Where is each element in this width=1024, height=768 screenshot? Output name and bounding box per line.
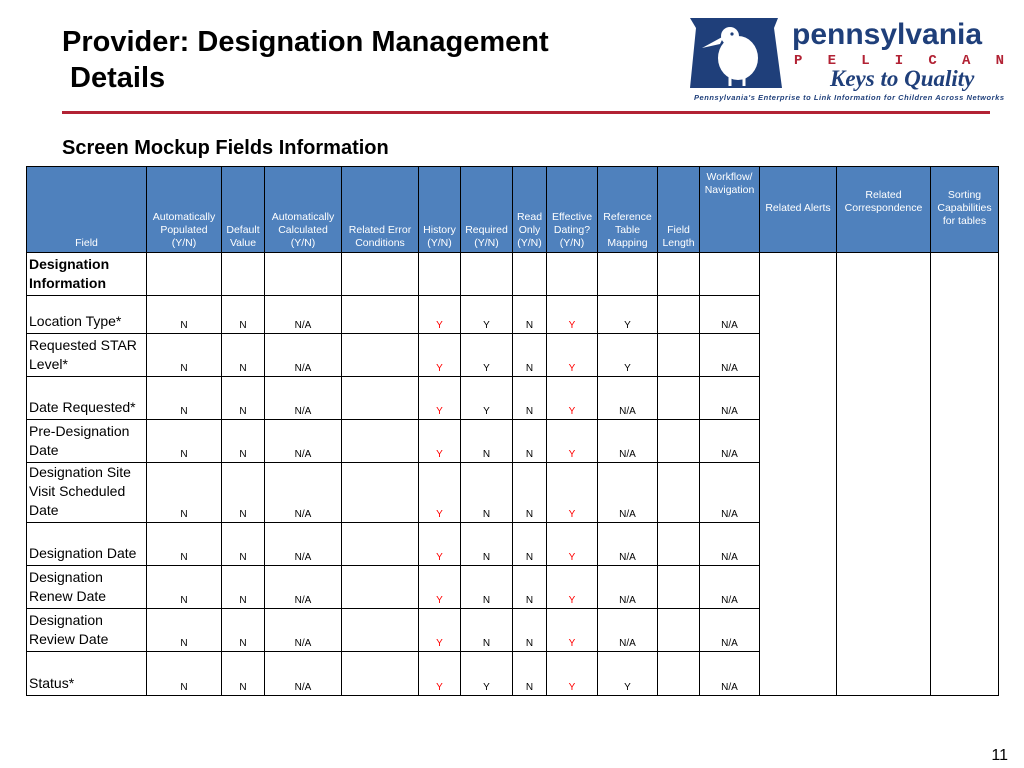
workflow-cell: N/A — [700, 652, 760, 696]
related-errors-cell — [342, 296, 419, 334]
effective-dating-cell: Y — [547, 523, 598, 566]
auto-populated-cell: N — [147, 296, 222, 334]
auto-populated-cell: N — [147, 377, 222, 420]
reference-table-cell: N/A — [598, 420, 658, 463]
reference-table-cell: Y — [598, 652, 658, 696]
read-only-cell: N — [513, 334, 547, 377]
history-cell: Y — [419, 420, 461, 463]
field-name-cell: Status* — [27, 652, 147, 696]
field-length-cell — [658, 566, 700, 609]
field-name-cell: Location Type* — [27, 296, 147, 334]
header-default-value: Default Value — [222, 167, 265, 253]
workflow-cell: N/A — [700, 566, 760, 609]
required-cell: N — [461, 523, 513, 566]
auto-populated-cell: N — [147, 420, 222, 463]
workflow-cell: N/A — [700, 296, 760, 334]
reference-table-cell: N/A — [598, 377, 658, 420]
related-alerts-cell — [760, 253, 837, 696]
required-cell: N — [461, 463, 513, 523]
slide-title-line-2: Details — [62, 62, 166, 94]
auto-populated-cell: N — [147, 566, 222, 609]
read-only-cell: N — [513, 523, 547, 566]
read-only-cell: N — [513, 420, 547, 463]
reference-table-cell: Y — [598, 296, 658, 334]
effective-dating-cell: Y — [547, 377, 598, 420]
default-value-cell: N — [222, 296, 265, 334]
required-cell: Y — [461, 334, 513, 377]
effective-dating-cell: Y — [547, 609, 598, 652]
related-errors-cell — [342, 463, 419, 523]
required-cell: Y — [461, 652, 513, 696]
logo-wordmark: pennsylvania — [792, 18, 983, 51]
related-correspondence-cell — [837, 253, 931, 696]
sorting-cell — [931, 253, 999, 696]
auto-calculated-cell: N/A — [265, 420, 342, 463]
default-value-cell: N — [222, 566, 265, 609]
pennsylvania-pelican-logo — [690, 14, 1010, 104]
field-name-cell: Date Requested* — [27, 377, 147, 420]
history-cell: Y — [419, 296, 461, 334]
logo-tagline: Keys to Quality — [830, 66, 975, 91]
table-header-row — [27, 167, 999, 253]
history-cell: Y — [419, 334, 461, 377]
workflow-cell: N/A — [700, 609, 760, 652]
read-only-cell: N — [513, 609, 547, 652]
field-length-cell — [658, 334, 700, 377]
effective-dating-cell: Y — [547, 334, 598, 377]
history-cell: Y — [419, 463, 461, 523]
workflow-cell: N/A — [700, 377, 760, 420]
auto-calculated-cell: N/A — [265, 377, 342, 420]
reference-table-cell: Y — [598, 334, 658, 377]
logo-strapline: Pennsylvania's Enterprise to Link Information for Children Across Networks — [694, 93, 1004, 102]
auto-calculated-cell: N/A — [265, 652, 342, 696]
field-length-cell — [658, 609, 700, 652]
header-field-length: Field Length — [658, 167, 700, 253]
required-cell: Y — [461, 377, 513, 420]
header-related-correspondence: Related Correspondence — [837, 167, 931, 253]
header-related-alerts: Related Alerts — [760, 167, 837, 253]
history-cell: Y — [419, 609, 461, 652]
auto-calculated-cell: N/A — [265, 523, 342, 566]
read-only-cell: N — [513, 652, 547, 696]
auto-calculated-cell: N/A — [265, 334, 342, 377]
default-value-cell: N — [222, 652, 265, 696]
logo-pelican-text: P E L I C A N — [794, 53, 1004, 69]
header-read-only: Read Only (Y/N) — [513, 167, 547, 253]
slide-title — [62, 24, 549, 96]
read-only-cell: N — [513, 566, 547, 609]
related-errors-cell — [342, 566, 419, 609]
page-number: 11 — [991, 747, 1008, 764]
field-length-cell — [658, 296, 700, 334]
header-field: Field — [27, 167, 147, 253]
slide-title-line-1: Provider: Designation Management — [62, 26, 549, 58]
field-name-cell: Designation Site Visit Scheduled Date — [27, 463, 147, 523]
header-sorting: Sorting Capabilities for tables — [931, 167, 999, 253]
history-cell: Y — [419, 566, 461, 609]
workflow-cell: N/A — [700, 463, 760, 523]
default-value-cell: N — [222, 334, 265, 377]
title-divider — [62, 111, 990, 114]
auto-calculated-cell: N/A — [265, 566, 342, 609]
history-cell: Y — [419, 523, 461, 566]
field-length-cell — [658, 652, 700, 696]
section-subtitle: Screen Mockup Fields Information — [62, 137, 389, 159]
history-cell: Y — [419, 377, 461, 420]
related-errors-cell — [342, 377, 419, 420]
header-effective-dating: Effective Dating? (Y/N) — [547, 167, 598, 253]
reference-table-cell: N/A — [598, 609, 658, 652]
workflow-cell: N/A — [700, 420, 760, 463]
required-cell: N — [461, 566, 513, 609]
table-section-row — [27, 253, 999, 296]
workflow-cell: N/A — [700, 523, 760, 566]
reference-table-cell: N/A — [598, 463, 658, 523]
auto-calculated-cell: N/A — [265, 463, 342, 523]
header-related-errors: Related Error Conditions — [342, 167, 419, 253]
related-errors-cell — [342, 523, 419, 566]
header-auto-populated: Automatically Populated (Y/N) — [147, 167, 222, 253]
header-auto-calculated: Automatically Calculated (Y/N) — [265, 167, 342, 253]
read-only-cell: N — [513, 377, 547, 420]
effective-dating-cell: Y — [547, 296, 598, 334]
required-cell: N — [461, 420, 513, 463]
field-name-cell: Designation Review Date — [27, 609, 147, 652]
fields-table — [26, 166, 999, 696]
related-errors-cell — [342, 652, 419, 696]
effective-dating-cell: Y — [547, 566, 598, 609]
required-cell: Y — [461, 296, 513, 334]
effective-dating-cell: Y — [547, 420, 598, 463]
required-cell: N — [461, 609, 513, 652]
field-name-cell: Designation Date — [27, 523, 147, 566]
related-errors-cell — [342, 334, 419, 377]
default-value-cell: N — [222, 609, 265, 652]
field-name-cell: Requested STAR Level* — [27, 334, 147, 377]
history-cell: Y — [419, 652, 461, 696]
read-only-cell: N — [513, 296, 547, 334]
effective-dating-cell: Y — [547, 652, 598, 696]
header-required: Required (Y/N) — [461, 167, 513, 253]
default-value-cell: N — [222, 523, 265, 566]
default-value-cell: N — [222, 463, 265, 523]
default-value-cell: N — [222, 377, 265, 420]
reference-table-cell: N/A — [598, 566, 658, 609]
auto-populated-cell: N — [147, 523, 222, 566]
reference-table-cell: N/A — [598, 523, 658, 566]
field-length-cell — [658, 523, 700, 566]
field-length-cell — [658, 463, 700, 523]
auto-populated-cell: N — [147, 609, 222, 652]
related-errors-cell — [342, 420, 419, 463]
auto-populated-cell: N — [147, 463, 222, 523]
auto-populated-cell: N — [147, 652, 222, 696]
related-errors-cell — [342, 609, 419, 652]
default-value-cell: N — [222, 420, 265, 463]
header-history: History (Y/N) — [419, 167, 461, 253]
auto-populated-cell: N — [147, 334, 222, 377]
effective-dating-cell: Y — [547, 463, 598, 523]
field-length-cell — [658, 377, 700, 420]
section-label: Designation Information — [27, 253, 147, 296]
read-only-cell: N — [513, 463, 547, 523]
field-name-cell: Designation Renew Date — [27, 566, 147, 609]
header-workflow: Workflow/ Navigation — [700, 167, 760, 253]
field-name-cell: Pre-Designation Date — [27, 420, 147, 463]
auto-calculated-cell: N/A — [265, 609, 342, 652]
auto-calculated-cell: N/A — [265, 296, 342, 334]
field-length-cell — [658, 420, 700, 463]
header-reference-table: Reference Table Mapping — [598, 167, 658, 253]
workflow-cell: N/A — [700, 334, 760, 377]
